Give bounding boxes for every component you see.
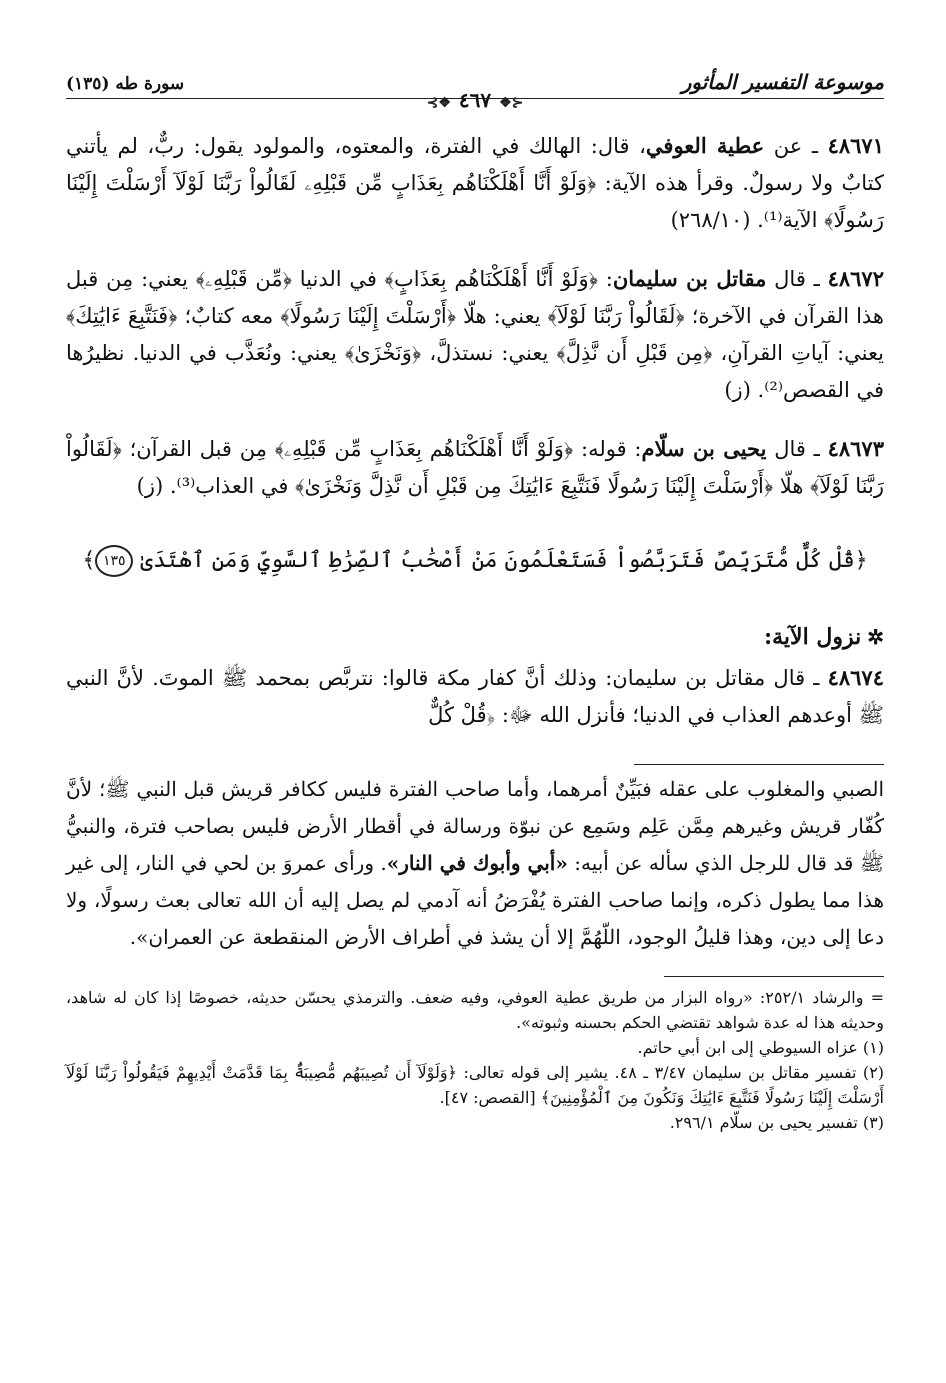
entry-prefix: ـ عن — [764, 134, 819, 158]
running-header — [66, 60, 884, 112]
note-text: . ورأى عمروَ بن لحي في النار، إلى غير هذا مما يطول ذكره، وإنما صاحب الفترة يُفْرَضُ أنه آدمي لم يصل إليه أن الله تعالى بعث رسولًا، ولا دعا إلى دين، وهذا قليلُ الوجود، اللّهُمَّ إلا أن يشذ في أطراف الأرض المنقطعة عن العمران». — [66, 851, 884, 949]
footnote-2: (٢) تفسير مقاتل بن سليمان ٣/٤٧ ـ ٤٨. يشير إلى قوله تعالى: ﴿وَلَوْلَآ أَن تُصِيبَهُم مُّصِيبَةٌۢ بِمَا قَدَّمَتْ أَيْدِيهِمْ فَيَقُولُواْ رَبَّنَا لَوْلَآ أَرْسَلْتَ إِلَيْنَا رَسُولًا فَنَتَّبِعَ ءَايَٰتِكَ وَنَكُونَ مِنَ ٱلْمُؤْمِنِينَ﴾ [القصص: ٤٧]. — [66, 1063, 885, 1107]
entry-number: ٤٨٦٧٣ — [827, 436, 884, 461]
entry-text: : قوله: ﴿وَلَوْ أَنَّا أَهْلَكْنَاهُم بِعَذَابٍ مِّن قَبْلِهِۦ﴾ مِن قبل القرآن؛ ﴿لَقَالُواْ رَبَّنَا لَوْلَآ﴾ هلّا ﴿أَرْسَلْتَ إِلَيْنَا رَسُولًا فَنَتَّبِعَ ءَايَٰتِكَ مِن قَبْلِ أَن نَّذِلَّ وَنَخْزَىٰ﴾ في العذاب⁽³⁾. (ز) — [66, 437, 884, 498]
page-number: ٤٦٧ — [458, 88, 492, 112]
footnote-separator — [664, 976, 884, 977]
footnote-1: (١) عزاه السيوطي إلى ابن أبي حاتم. — [637, 1038, 884, 1057]
footnote-continuation: = والرشاد ٢٥٢/١: «رواه البزار من طريق عطية العوفي، وفيه ضعف. والترمذي يحسّن حديثه، خصوصًا إذا كان له شاهد، وحديثه هذا له عدة شواهد تقتضي الحكم بحسنه وثبوته». — [66, 988, 884, 1032]
note-text: الصبي والمغلوب على عقله فبَيِّنٌ أمرهما، وأما صاحب الفترة فليس ككافر قريش قبل النبي ﷺ؛ لأنَّ كُفّار قريش وغيرهم مِمَّن عَلِم وسَمِع عن نبوّة ورسالة في أقطار الأرض فليس بصاحب فترة، والنبيُّ ﷺ قد قال للرجل الذي سأله عن أبيه: — [66, 777, 884, 875]
ayah-close: ﴾ — [82, 548, 96, 573]
note-separator — [634, 764, 884, 765]
page-number-block — [419, 88, 532, 112]
entry-text: : ﴿وَلَوْ أَنَّا أَهْلَكْنَاهُم بِعَذَابٍ﴾ في الدنيا ﴿مِّن قَبْلِهِۦ﴾ يعني: مِن قبل هذا القرآن في الآخرة؛ ﴿لَقَالُواْ رَبَّنَا لَوْلَآ﴾ يعني: هلّا ﴿أَرْسَلْتَ إِلَيْنَا رَسُولًا﴾ معه كتابٌ؛ ﴿فَنَتَّبِعَ ءَايَٰتِكَ﴾ يعني: آياتِ القرآنِ، ﴿مِن قَبْلِ أَن نَّذِلَّ﴾ يعني: نستذلَّ، ﴿وَنَخْزَىٰ﴾ يعني: ونُعَذَّب في الدنيا. نظيرُها في القصص⁽²⁾. (ز) — [66, 267, 884, 402]
entry-48674 — [66, 659, 884, 734]
surah-label: سورة طه (١٣٥) — [66, 74, 185, 94]
footnote-3: (٣) تفسير يحيى بن سلّام ٢٩٦/١. — [669, 1113, 884, 1132]
entry-48673 — [66, 430, 884, 505]
verse-number-badge: ١٣٥ — [95, 545, 133, 577]
ornament-icon: ⊰❖ — [499, 95, 524, 111]
ayah-banner — [66, 543, 884, 579]
ayah-text: ﴿قُلْ كُلٌّ مُّتَرَبِّصٌ فَتَرَبَّصُواْ فَسَتَعْلَمُونَ مَنْ أَصْحَٰبُ ٱلصِّرَٰطِ ٱلسَّوِيِّ وَمَنِ ٱهْتَدَىٰ — [140, 548, 868, 573]
narrator-name: عطية العوفي — [645, 133, 765, 158]
document-page — [66, 60, 884, 1135]
book-title: موسوعة التفسير المأثور — [681, 70, 884, 94]
note-continuation — [66, 771, 884, 956]
entry-number: ٤٨٦٧٢ — [827, 266, 884, 291]
entry-text: ، قال: الهالك في الفترة، والمعتوه، والمولود يقول: ربٌّ، لم يأتني كتابٌ ولا رسولٌ. وقرأ هذه الآية: ﴿وَلَوْ أَنَّا أَهْلَكْنَاهُم بِعَذَابٍ مِّن قَبْلِهِۦ لَقَالُواْ رَبَّنَا لَوْلَآ أَرْسَلْتَ إِلَيْنَا رَسُولًا﴾ الآية⁽¹⁾. (٢٦٨/١٠) — [66, 134, 884, 232]
ornament-icon: ❖⊱ — [426, 95, 451, 111]
entry-prefix: ـ قال — [766, 437, 820, 461]
section-title: نزول الآية: — [764, 624, 862, 650]
entry-prefix: ـ قال — [766, 267, 820, 291]
entry-number: ٤٨٦٧٤ — [827, 665, 884, 690]
footnotes — [66, 985, 884, 1135]
entry-48672 — [66, 260, 884, 409]
entry-text: ـ قال مقاتل بن سليمان: وذلك أنَّ كفار مكة قالوا: نتربَّص بمحمد ﷺ الموتَ. لأنَّ النبي ﷺ أوعدهم العذاب في الدنيا؛ فأنزل الله ﷻ: ﴿قُلْ كُلٌّ — [66, 666, 884, 727]
note-quote: «أبي وأبوك في النار» — [386, 851, 568, 875]
entry-number: ٤٨٦٧١ — [827, 133, 884, 158]
narrator-name: يحيى بن سلّام — [641, 436, 767, 461]
section-heading — [66, 619, 884, 655]
star-icon: ✲ — [867, 625, 884, 649]
entry-48671 — [66, 127, 884, 239]
narrator-name: مقاتل بن سليمان — [612, 266, 767, 291]
